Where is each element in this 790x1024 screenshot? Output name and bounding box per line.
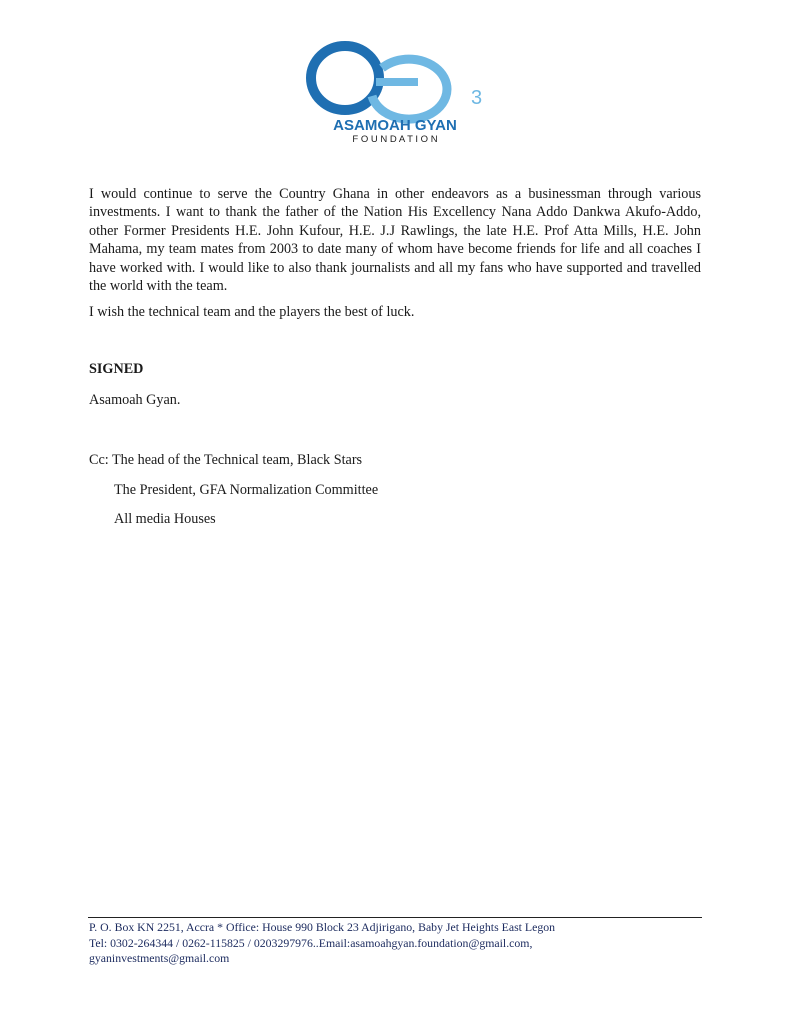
logo-mark-icon xyxy=(300,40,490,144)
letter-paragraph-1: I would continue to serve the Country Ghana in other endeavors as a businessman through various investments. I want to thank the father of the Nation His Excellency Nana Addo Dankwa Akufo-Addo, other Former Presidents H.E. John Kufour, H.E. J.J Rawlings, the late H.E. Prof Atta Mills, H.E. John Mahama, my team mates from 2003 to date many of whom have become friends for life and all coaches I have worked with. I would like to also thank journalists and all my fans who have supported and travelled the world with the team. xyxy=(89,186,701,295)
signed-label: SIGNED xyxy=(89,361,144,377)
footer-contact xyxy=(89,920,555,967)
foundation-logo xyxy=(300,40,490,144)
footer-divider xyxy=(88,917,702,918)
letter-paragraph-2: I wish the technical team and the players the best of luck. xyxy=(89,304,415,320)
cc-line: Cc: The head of the Technical team, Black Stars xyxy=(89,452,363,468)
logo-superscript: 3 xyxy=(471,87,483,109)
cc-line: The President, GFA Normalization Committee xyxy=(114,482,379,498)
logo-text-sub: F O U N D A T I O N xyxy=(352,134,438,144)
footer-email-2: gyaninvestments@gmail.com xyxy=(89,951,230,965)
cc-line: All media Houses xyxy=(114,511,216,527)
signatory-name: Asamoah Gyan. xyxy=(89,392,181,408)
logo-text-main: ASAMOAH GYAN xyxy=(333,117,457,134)
footer-address: P. O. Box KN 2251, Accra * Office: House 990 Block 23 Adjirigano, Baby Jet Heights East Legon xyxy=(89,920,556,934)
footer-phone-email: Tel: 0302-264344 / 0262-115825 / 0203297976..Email:asamoahgyan.foundation@gmail.com, xyxy=(89,935,533,950)
